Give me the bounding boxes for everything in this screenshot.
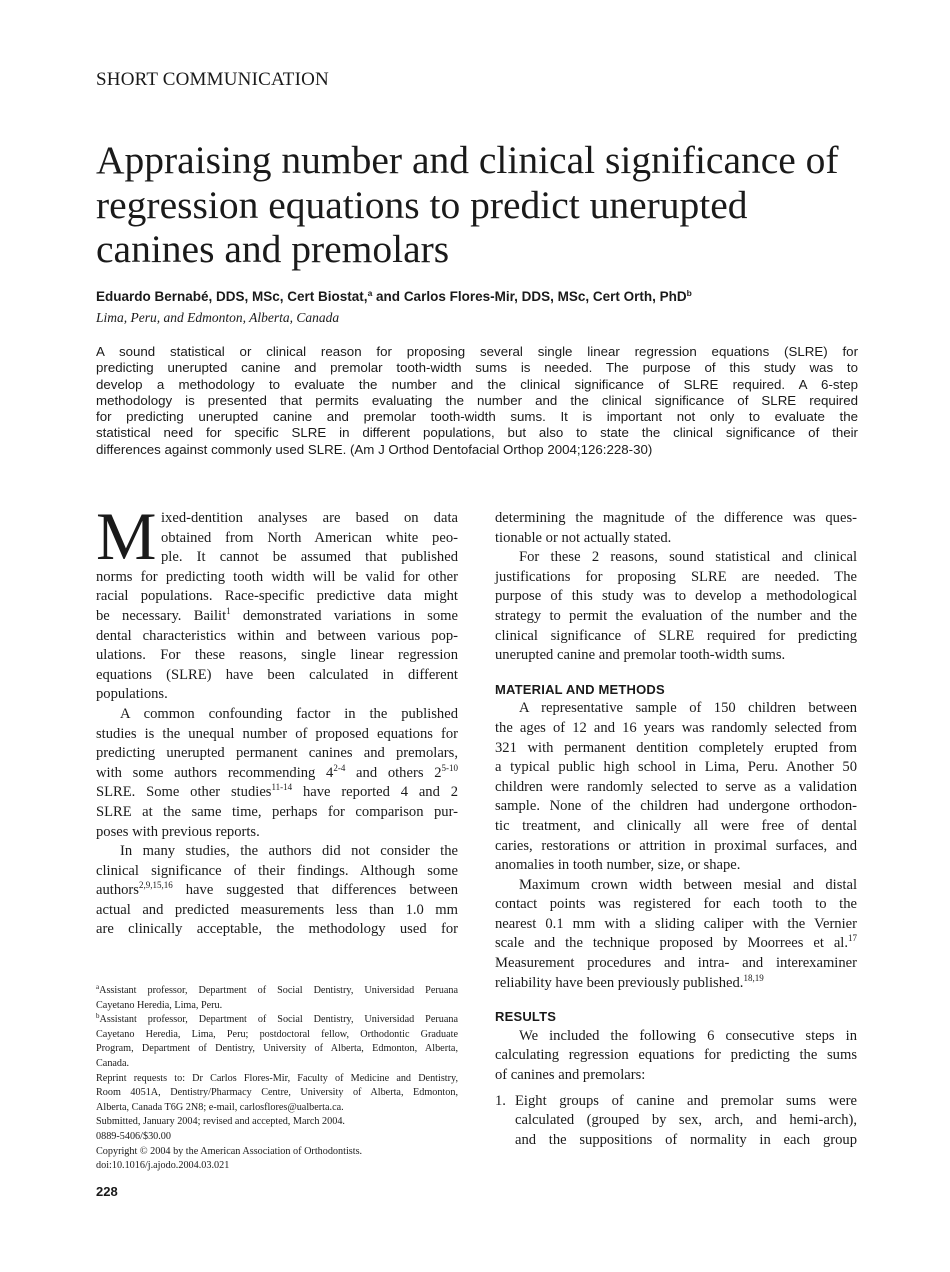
body-line: ple. It cannot be assumed that published	[161, 549, 458, 566]
body-line	[96, 607, 458, 627]
body-line: anomalies in tooth number, size, or shape.	[495, 857, 741, 874]
body-line: A common confounding factor in the published	[120, 705, 458, 722]
body-line: ixed-dentition analyses are based on data	[161, 510, 458, 526]
body-line: tionable or not actually stated.	[495, 529, 672, 546]
footnote-line: Reprint requests to: Dr Carlos Flores-Mir, Faculty of Medicine and Dentistry,	[96, 1072, 458, 1084]
footnote-line: Cayetano Heredia, Lima, Peru.	[96, 999, 223, 1011]
text: Assistant professor, Department of Social Dentistry, Universidad Peruana	[99, 985, 458, 996]
footnote-mark: a	[96, 983, 100, 991]
citation-ref: 11-14	[271, 782, 293, 793]
footnote-line: Copyright © 2004 by the American Association of Orthodontists.	[96, 1145, 363, 1157]
body-line: nearest 0.1 mm with a sliding caliper with the Vernier	[495, 915, 857, 932]
abstract-line: A sound statistical or clinical reason for proposing several single linear regression equations (SLRE) for	[96, 344, 858, 359]
abstract	[96, 344, 858, 458]
citation-ref: 1	[226, 605, 231, 616]
body-line	[96, 764, 458, 784]
citation-ref: 5-10	[441, 762, 458, 773]
body-line: clinical significance of their findings. Although some	[96, 862, 458, 879]
list-number: 1.	[495, 1092, 506, 1109]
author-2-affil-mark: b	[686, 288, 692, 298]
author-1: Eduardo Bernabé, DDS, MSc, Cert Biostat,	[96, 289, 368, 304]
citation-ref: 18,19	[743, 972, 764, 983]
body-line: sample. None of the children had undergone orthodon-	[495, 798, 857, 815]
text: SLRE. Some other studies	[96, 784, 272, 801]
text: demonstrated variations in some	[230, 607, 458, 624]
text: scale and the technique proposed by Moorrees et al.	[495, 935, 848, 952]
author-affiliation: Lima, Peru, and Edmonton, Alberta, Canada	[96, 310, 340, 325]
footnote-line: Submitted, January 2004; revised and accepted, March 2004.	[96, 1116, 345, 1128]
title-line: Appraising number and clinical significance of	[96, 138, 839, 182]
body-line: justifications for proposing SLRE are needed. The	[495, 568, 857, 585]
body-line: a typical public high school in Lima, Peru. Another 50	[495, 759, 857, 776]
author-2: Carlos Flores-Mir, DDS, MSc, Cert Orth, PhD	[403, 289, 687, 304]
body-line: unerupted canine and premolar tooth-width sums.	[495, 647, 786, 664]
footnote-line: Room 4051A, Dentistry/Pharmacy Centre, University of Alberta, Edmonton,	[96, 1087, 458, 1099]
body-line: dental characteristics within and between various pop-	[96, 627, 458, 644]
body-line: of canines and premolars:	[495, 1067, 646, 1084]
abstract-line: methodology is presented that permits evaluating the number and the clinical significance of SLRE required	[96, 392, 858, 408]
footnote-line	[96, 984, 458, 999]
footnote-line: Canada.	[96, 1057, 130, 1069]
body-line: We included the following 6 consecutive steps in	[519, 1027, 857, 1044]
body-line: contact points was registered for each tooth to the	[495, 896, 857, 913]
section-heading-methods: MATERIAL AND METHODS	[495, 681, 665, 697]
body-line: poses with previous reports.	[96, 823, 260, 840]
text: have suggested that differences between	[172, 882, 458, 899]
body-line: purpose of this study was to develop a methodological	[495, 588, 857, 605]
body-line: calculating regression equations for predicting the sums	[495, 1047, 857, 1064]
body-line: the ages of 12 and 16 years was randomly selected from	[495, 719, 857, 736]
footnote-mark: b	[96, 1012, 100, 1021]
body-line: equations (SLRE) have been calculated in different	[96, 666, 458, 683]
drop-cap: M	[96, 498, 157, 574]
body-line: children were randomly selected to serve as a validation	[495, 778, 857, 795]
body-line	[96, 881, 458, 901]
body-line: racial populations. Race-specific predictive data might	[96, 588, 458, 605]
section-heading-results: RESULTS	[495, 1009, 557, 1025]
footnotes	[96, 984, 458, 1174]
footnote-line: Program, Department of Dentistry, University of Alberta, Edmonton, Alberta,	[96, 1043, 458, 1055]
footnote-line: doi:10.1016/j.ajodo.2004.03.021	[96, 1160, 230, 1172]
body-line: studies is the unequal number of proposed equations for	[96, 725, 458, 742]
body-line: determining the magnitude of the difference was ques-	[495, 510, 857, 526]
text: with some authors recommending 4	[96, 764, 334, 781]
abstract-line: differences against commonly used SLRE. (Am J Orthod Dentofacial Orthop 2004;126:228-30)	[96, 441, 653, 457]
results-step-list	[495, 1092, 857, 1151]
citation-ref: 2,9,15,16	[138, 880, 173, 891]
right-column	[495, 509, 857, 1150]
list-item	[495, 1092, 857, 1112]
body-line	[495, 934, 857, 954]
body-line: predicting unerupted permanent canines and premolars,	[96, 745, 458, 762]
left-column	[96, 509, 458, 940]
citation-ref: 2-4	[333, 762, 346, 773]
body-line: norms for predicting tooth width will be valid for other	[96, 568, 458, 585]
body-line: SLRE at the same time, perhaps for comparison pur-	[96, 803, 458, 820]
body-line: A representative sample of 150 children between	[519, 700, 857, 717]
text: and others 2	[345, 764, 442, 781]
title-line: regression equations to predict unerupted	[96, 182, 748, 227]
abstract-line: for predicting unerupted canine and premolar tooth-width sums. It is important not only to evaluate the	[96, 409, 858, 425]
abstract-line: predicting unerupted canine and premolar tooth-width sums is needed. The purpose of this study was to	[96, 360, 858, 376]
abstract-line: develop a methodology to evaluate the number and the clinical significance of SLRE required. A 6-step	[96, 376, 858, 392]
body-line: clinical significance of SLRE required for predicting	[495, 627, 857, 644]
body-line: Maximum crown width between mesial and distal	[519, 876, 857, 893]
body-line: For these 2 reasons, sound statistical and clinical	[519, 549, 857, 566]
title-line: canines and premolars	[96, 227, 450, 271]
body-line: tic treatment, and clinically all were free of dental	[495, 817, 857, 834]
text: be necessary. Bailit	[96, 607, 227, 624]
body-line: strategy to permit the evaluation of the number and the	[495, 607, 857, 624]
body-line	[96, 783, 458, 803]
list-item-line: calculated (grouped by sex, arch, and hemi-arch),	[515, 1112, 857, 1129]
text: have reported 4 and 2	[292, 784, 458, 801]
body-line: are clinically acceptable, the methodology used for	[96, 921, 458, 938]
text: Assistant professor, Department of Social Dentistry, Universidad Peruana	[99, 1014, 458, 1026]
body-line: ulations. For these reasons, single linear regression	[96, 647, 458, 664]
abstract-line: statistical need for specific SLRE in different populations, but also to state the clinical significance of their	[96, 425, 858, 441]
footnote-line: Alberta, Canada T6G 2N8; e-mail, carlosflores@ualberta.ca.	[96, 1101, 344, 1113]
body-line: obtained from North American white peo-	[161, 529, 458, 546]
author-1-affil-mark: a	[367, 288, 373, 298]
body-line: 321 with permanent dentition completely erupted from	[495, 739, 857, 756]
article-title	[96, 138, 886, 272]
citation-ref: 17	[848, 933, 857, 944]
body-line: In many studies, the authors did not consider the	[120, 843, 458, 860]
body-line: populations.	[96, 686, 168, 703]
body-line: actual and predicted measurements less than 1.0 mm	[96, 901, 458, 918]
page-number: 228	[96, 1184, 118, 1199]
text: Eight groups of canine and premolar sums were	[515, 1092, 857, 1109]
footnote-line: Cayetano Heredia, Lima, Peru; postdoctoral fellow, Orthodontic Graduate	[96, 1028, 458, 1040]
footnote-line	[96, 1013, 458, 1028]
body-line: caries, restorations or attrition in proximal surfaces, and	[495, 837, 857, 854]
text: authors	[96, 882, 139, 899]
text: reliability have been previously published.	[495, 974, 744, 991]
list-item-line: and the suppositions of normality in each group	[515, 1131, 857, 1148]
author-list	[96, 288, 692, 304]
author-conjunction: and	[372, 289, 404, 304]
footnote-line: 0889-5406/$30.00	[96, 1130, 171, 1142]
body-line: Measurement procedures and intra- and interexaminer	[495, 955, 857, 972]
section-kicker: SHORT COMMUNICATION	[96, 69, 329, 90]
body-line	[495, 974, 857, 994]
